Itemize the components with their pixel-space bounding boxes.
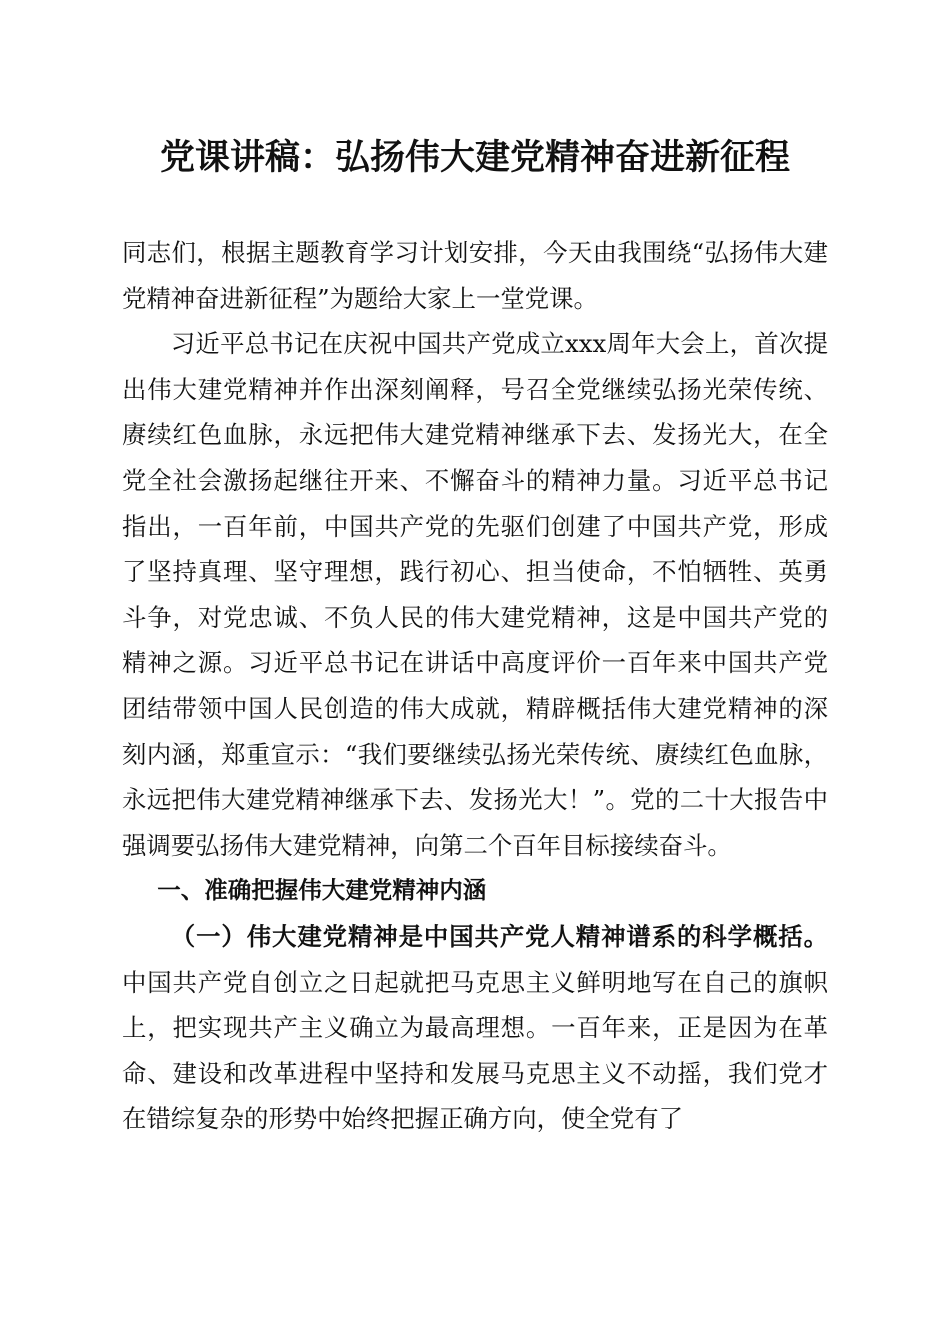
document-body [122, 230, 828, 1142]
opening-paragraph: 同志们，根据主题教育学习计划安排，今天由我围绕“弘扬伟大建党精神奋进新征程”为题给大家上一堂党课。 [122, 238, 828, 313]
subsection-paragraph [122, 914, 828, 1142]
body-paragraph: 习近平总书记在庆祝中国共产党成立xxx周年大会上，首次提出伟大建党精神并作出深刻阐释，号召全党继续弘扬光荣传统、赓续红色血脉，永远把伟大建党精神继承下去、发扬光大，在全党全社会激扬起继往开来、不懈奋斗的精神力量。习近平总书记指出，一百年前，中国共产党的先驱们创建了中国共产党，形成了坚持真理、坚守理想，践行初心、担当使命，不怕牺牲、英勇斗争，对党忠诚、不负人民的伟大建党精神，这是中国共产党的精神之源。习近平总书记在讲话中高度评价一百年来中国共产党团结带领中国人民创造的伟大成就，精辟概括伟大建党精神的深刻内涵，郑重宣示：“我们要继续弘扬光荣传统、赓续红色血脉，永远把伟大建党精神继承下去、发扬光大！”。党的二十大报告中强调要弘扬伟大建党精神，向第二个百年目标接续奋斗。 [122, 329, 828, 860]
subsection-text: 中国共产党自创立之日起就把马克思主义鲜明地写在自己的旗帜上，把实现共产主义确立为最高理想。一百年来，正是因为在革命、建设和改革进程中坚持和发展马克思主义不动摇，我们党才在错综复杂的形势中始终把握正确方向，使全党有了 [122, 967, 828, 1134]
subsection-heading: （一）伟大建党精神是中国共产党人精神谱系的科学概括。 [170, 921, 828, 951]
section-heading: 一、准确把握伟大建党精神内涵 [157, 876, 487, 905]
document-title: 党课讲稿：弘扬伟大建党精神奋进新征程 [159, 137, 790, 178]
